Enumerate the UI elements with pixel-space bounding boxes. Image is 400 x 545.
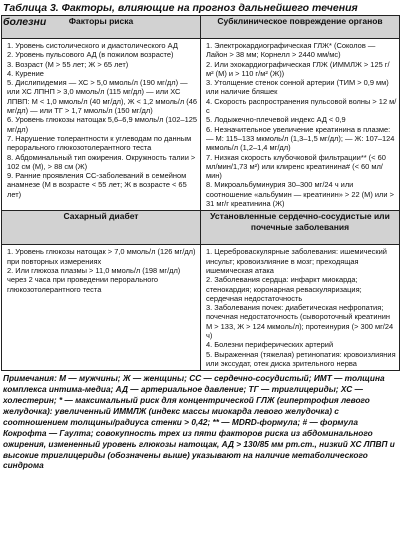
risk-factor-item: 4. Курение xyxy=(7,68,44,78)
subclinical-cell xyxy=(201,39,400,211)
header-subclinical: Субклиническое повреждение органов xyxy=(201,16,400,39)
cvd-item: 5. Выраженная (тяжелая) ретинопатия: кровоизлияния или экссудат, отек диска зрительного нерва xyxy=(206,349,396,368)
table-notes: Примечания: М — мужчины; Ж — женщины; СС — сердечно-сосудистый; ИМТ — толщина комплекса интима-медиа; АД — артериальное давление; ТГ — триглицериды; ХС — холестерин; * — максимальный риск для концентрической ГЛЖ (гипертрофия левого желудочка): увеличенный ИММЛЖ (индекс массы миокарда левого желудочка) с соотношением толщины/радиуса стенки > 0,42; ** — MDRD-формула; # — формула Кокрофта — Гаулта; совокупность трех из пяти факторов риска из абдоминального ожирения, измененный уровень глюкозы натощак, АД > 130/85 мм рт.ст., низкий ХС ЛПВП и высокие триглицериды (обозначены выше) указывают на наличие метаболического синдрома xyxy=(3,373,395,471)
risk-factor-item: 2. Уровень пульсового АД (в пожилом возрасте) xyxy=(7,50,174,60)
table-header-row xyxy=(2,211,400,245)
subclinical-list xyxy=(201,39,399,210)
risk-table xyxy=(1,15,400,371)
diabetes-cell xyxy=(2,245,201,371)
header-diabetes: Сахарный диабет xyxy=(2,211,201,245)
table-header-row xyxy=(2,16,400,39)
cvd-item: 3. Заболевания почек: диабетическая нефропатия; почечная недостаточность (сывороточный креатинин М > 133, Ж > 124 мкмоль/л); протеинурия (> 300 мг/24 ч) xyxy=(206,303,394,341)
risk-factor-item: 9. Ранние проявления СС-заболеваний в семейном анамнезе (М в возрасте < 55 лет; Ж в возрасте < 65 лет) xyxy=(7,171,187,199)
header-risk-factors: Факторы риска xyxy=(2,16,201,39)
cvd-item: 1. Цереброваскулярные заболевания: ишемический инсульт; кровоизлияние в мозг; преходящая ишемическая атака xyxy=(206,247,387,275)
subclinical-item: 8. Микроальбуминурия 30–300 мг/24 ч или соотношение «альбумин — креатинин» > 22 (М) или > 31 мг/г креатинина (Ж) xyxy=(206,180,394,209)
subclinical-item: 6. Незначительное увеличение креатинина в плазме: — М: 115–133 мкмоль/л (1,3–1,5 мг/дл); — Ж: 107–124 мкмоль/л (1,2–1,4 мг/дл) xyxy=(206,124,395,153)
risk-factors-cell xyxy=(2,39,201,211)
diabetes-item: 1. Уровень глюкозы натощак > 7,0 ммоль/л (126 мг/дл) при повторных измерениях xyxy=(7,247,196,266)
header-cvd: Установленные сердечно-сосудистые или почечные заболевания xyxy=(201,211,400,245)
table-row xyxy=(2,245,400,371)
cvd-item: 2. Заболевания сердца: инфаркт миокарда; стенокардия; коронарная реваскуляризация; сердечная недостаточность xyxy=(206,275,362,303)
subclinical-item: 7. Низкая скорость клубочковой фильтрации** (< 60 мл/мин/1,73 м²) или клиренс креатинина# (< 60 мл/мин) xyxy=(206,152,386,181)
risk-factor-item: 7. Нарушение толерантности к углеводам по данным перорального глюкозотолерантного теста xyxy=(7,133,192,153)
risk-factor-item: 5. Дислипидемия — ХС > 5,0 ммоль/л (190 мг/дл) — или ХС ЛПНП > 3,0 ммоль/л (115 мг/дл) — или ХС ЛПВП: М < 1,0 ммоль/л (40 мг/дл), Ж < 1,2 ммоль/л (46 мг/дл) — или ТГ > 1,7 ммоль/л (150 мг/дл) xyxy=(7,78,198,116)
diabetes-list xyxy=(2,245,200,295)
risk-factors-list xyxy=(2,39,200,201)
cvd-item: 4. Болезни периферических артерий xyxy=(206,340,334,350)
risk-factor-item: 8. Абдоминальный тип ожирения. Окружность талии > 102 см (М), > 88 см (Ж) xyxy=(7,152,196,171)
subclinical-item: 4. Скорость распространения пульсовой волны > 12 м/с xyxy=(206,96,397,116)
subclinical-item: 5. Лодыжечно-плечевой индекс АД < 0,9 xyxy=(206,115,346,125)
cvd-list xyxy=(201,245,399,370)
subclinical-item: 1. Электрокардиографическая ГЛЖ* (Соколов — Лайон > 38 мм; Корнелл > 2440 мм/мс) xyxy=(206,41,376,60)
subclinical-item: 3. Утолщение стенок сонной артерии (ТИМ > 0,9 мм) или наличие бляшек xyxy=(206,78,389,97)
risk-factor-item: 3. Возраст (М > 55 лет; Ж > 65 лет) xyxy=(7,59,129,69)
cvd-cell xyxy=(201,245,400,371)
risk-factor-item: 1. Уровень систолического и диастолического АД xyxy=(7,41,178,50)
diabetes-item: 2. Или глюкоза плазмы > 11,0 ммоль/л (198 мг/дл) через 2 часа при проведении перорального глюкозотолерантного теста xyxy=(7,265,181,294)
risk-factor-item: 6. Уровень глюкозы натощак 5,6–6,9 ммоль/л (102–125 мг/дл) xyxy=(7,115,197,134)
table-caption: Таблица 3. Факторы, влияющие на прогноз дальнейшего течения болезни xyxy=(3,2,358,28)
table-row xyxy=(2,39,400,211)
subclinical-item: 2. Или эхокардиографическая ГЛЖ (ИММЛЖ > 125 г/м² (М) и > 110 г/м² (Ж)) xyxy=(206,59,390,78)
